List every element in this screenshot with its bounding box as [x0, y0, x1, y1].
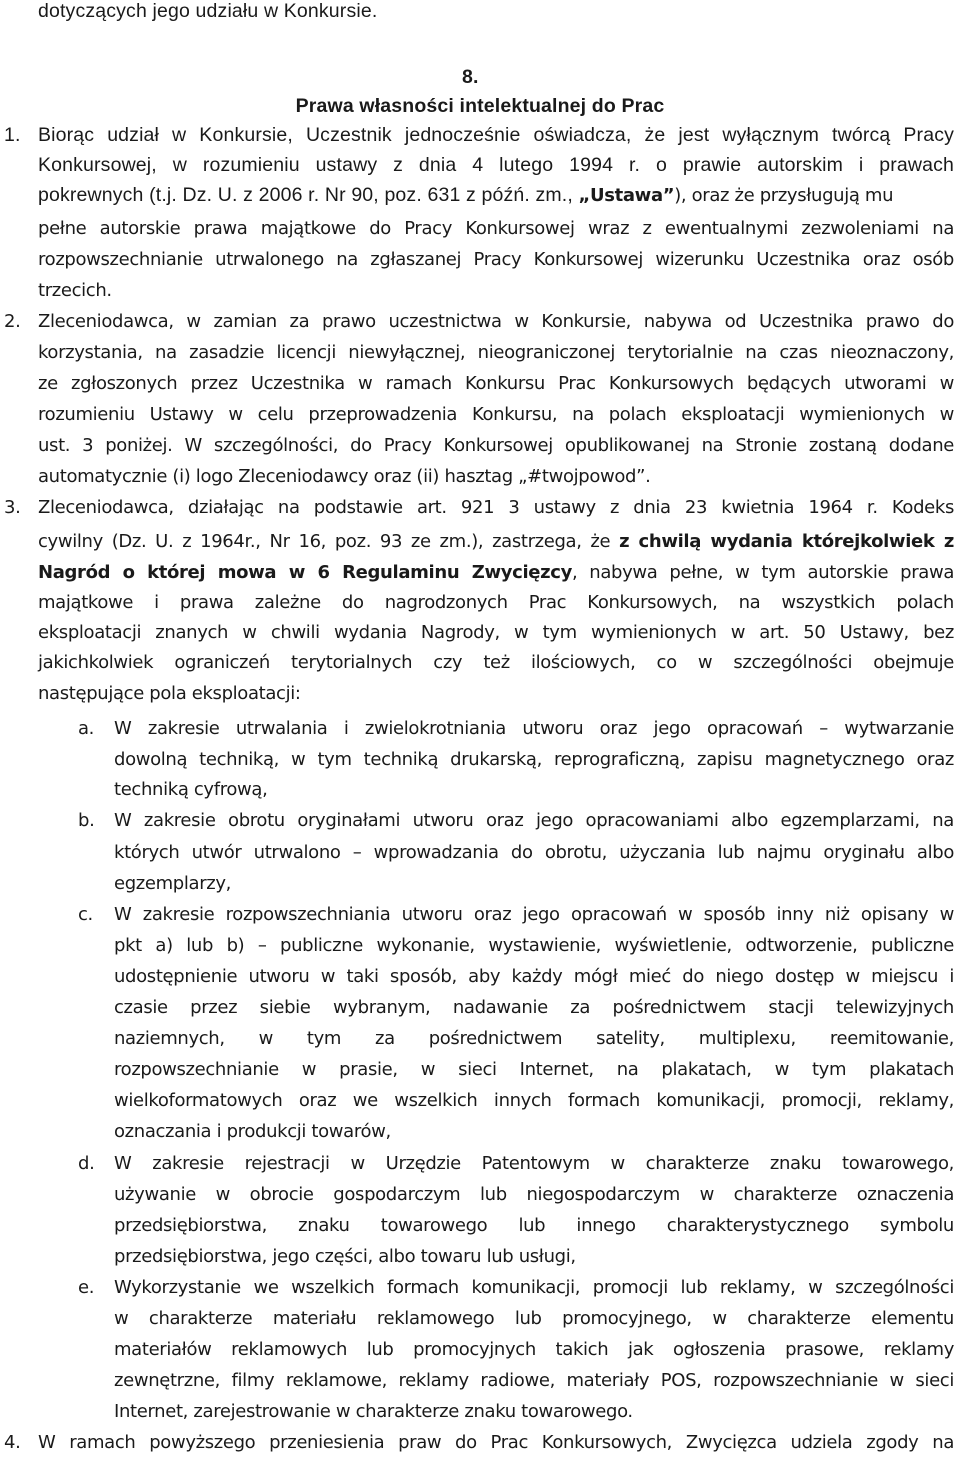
top-line: dotyczących jego udziału w Konkursie.: [38, 0, 378, 22]
list-item-line: W zakresie obrotu oryginałami utworu oraz jego opracowaniami albo egzemplarzami, na: [114, 810, 954, 831]
para3-bold-clause: z chwilą wydania którejkolwiek z: [619, 531, 954, 552]
ustawa-term: „Ustawa”: [578, 185, 675, 206]
list-item-line: zewnętrzne, filmy reklamowe, reklamy radiowe, materiały POS, rozpowszechnianie w sieci: [114, 1370, 954, 1391]
list-item-line: wielkoformatowych oraz we wszelkich innych formach komunikacji, promocji, reklamy,: [114, 1090, 954, 1111]
para1-line: Biorąc udział w Konkursie, Uczestnik jednocześnie oświadcza, że jest wyłącznym twórcą Pracy: [38, 124, 954, 146]
list-item-line: Wykorzystanie we wszelkich formach komunikacji, promocji lub reklamy, w szczególności: [114, 1277, 954, 1298]
list-item-line: W zakresie utrwalania i zwielokrotniania utworu oraz jego opracowań – wytwarzanie: [114, 718, 954, 739]
list-item-line: egzemplarzy,: [114, 873, 232, 894]
para1-line-end: ), oraz że przysługują mu: [674, 185, 894, 206]
para3-line: jakichkolwiek ograniczeń terytorialnych czy też ilościowych, co w szczególności obejmuje: [38, 652, 954, 673]
para3-number: 3.: [4, 497, 21, 518]
list-item-line: dowolną techniką, w tym techniką drukarską, reprograficzną, zapisu magnetycznego oraz: [114, 749, 954, 770]
prize-clause: Nagród o której mowa w 6 Regulaminu Zwycięzcy: [38, 562, 572, 583]
list-item-line: udostępnienie utworu w taki sposób, aby każdy mógł mieć do niego dostęp w miejscu i: [114, 966, 954, 987]
para1-citation: pokrewnych (t.j. Dz. U. z 2006 r. Nr 90, poz. 631 z późń. zm.,: [38, 184, 573, 206]
list-item-line: pkt a) lub b) – publiczne wykonanie, wystawienie, wyświetlenie, odtworzenie, publiczne: [114, 935, 954, 956]
section-title: Prawa własności intelektualnej do Prac: [295, 95, 665, 117]
list-item-line: czasie przez siebie wybranym, nadawanie za pośrednictwem stacji telewizyjnych: [114, 997, 954, 1018]
para4-number: 4.: [4, 1432, 21, 1453]
list-label: a.: [78, 718, 95, 739]
list-item-line: Internet, zarejestrowanie w charakterze znaku towarowego.: [114, 1401, 633, 1422]
para4-line: W ramach powyższego przeniesienia praw do Prac Konkursowych, Zwycięzca udziela zgody na: [38, 1432, 954, 1453]
list-item-line: używanie w obrocie gospodarczym lub niegospodarczym w charakterze oznaczenia: [114, 1184, 954, 1205]
list-item-line: w charakterze materiału reklamowego lub promocyjnego, w charakterze elementu: [114, 1308, 954, 1329]
list-label: c.: [78, 904, 93, 925]
list-item-line: oznaczania i produkcji towarów,: [114, 1121, 391, 1142]
list-label: d.: [78, 1153, 95, 1174]
para1-line: pełne autorskie prawa majątkowe do Pracy Konkursowej wraz z ewentualnymi zezwoleniami na: [38, 218, 954, 239]
list-item-line: materiałów reklamowych lub promocyjnych takich jak ogłoszenia prasowe, reklamy: [114, 1339, 954, 1360]
para2-number: 2.: [4, 311, 21, 332]
para2-line: Zleceniodawca, w zamian za prawo uczestnictwa w Konkursie, nabywa od Uczestnika prawo do: [38, 311, 954, 332]
para3-citation: cywilny (Dz. U. z 1964r., Nr 16, poz. 93 ze zm.), zastrzega, że: [38, 531, 611, 552]
para2-line: rozumieniu Ustawy w celu przeprowadzenia Konkursu, na polach eksploatacji wymienionych w: [38, 404, 954, 425]
para3-line: majątkowe i prawa zależne do nagrodzonych Prac Konkursowych, na wszystkich polach: [38, 592, 954, 613]
list-item-line: W zakresie rejestracji w Urzędzie Patentowym w charakterze znaku towarowego,: [114, 1153, 954, 1174]
para3-line-end: , nabywa pełne, w tym autorskie prawa: [571, 562, 954, 583]
para1-line: [38, 180, 954, 211]
list-item-line: przedsiębiorstwa, znaku towarowego lub innego charakterystycznego symbolu: [114, 1215, 954, 1236]
para3-line: następujące pola eksploatacji:: [38, 683, 301, 704]
para2-line: korzystania, na zasadzie licencji niewyłącznej, nieograniczonej terytorialnie na czas nieoznaczony,: [38, 342, 954, 363]
para3-line: eksploatacji znanych w chwili wydania Nagrody, w tym wymienionych w art. 50 Ustawy, bez: [38, 622, 954, 643]
para1-number: 1.: [4, 124, 21, 146]
list-item-line: przedsiębiorstwa, jego części, albo towaru lub usługi,: [114, 1246, 576, 1267]
list-label: e.: [78, 1277, 95, 1298]
list-item-line: rozpowszechnianie w prasie, w sieci Internet, na plakatach, w tym plakatach: [114, 1059, 954, 1080]
list-item-line: techniką cyfrową,: [114, 779, 268, 800]
para2-line: ust. 3 poniżej. W szczególności, do Pracy Konkursowej opublikowanej na Stronie zostaną dodane: [38, 435, 954, 456]
para1-line: Konkursowej, w rozumieniu ustawy z dnia 4 lutego 1994 r. o prawie autorskim i prawach: [38, 154, 954, 176]
para1-line: trzecich.: [38, 280, 112, 301]
list-item-line: których utwór utrwalono – wprowadzania do obrotu, użyczania lub najmu oryginału albo: [114, 842, 954, 863]
list-item-line: W zakresie rozpowszechniania utworu oraz jego opracowań w sposób inny niż opisany w: [114, 904, 954, 925]
para2-line: automatycznie (i) logo Zleceniodawcy oraz (ii) hasztag „#twojpowod”.: [38, 466, 651, 487]
list-item-line: naziemnych, w tym za pośrednictwem satelity, multiplexu, reemitowanie,: [114, 1028, 954, 1049]
para3-line: Zleceniodawca, działając na podstawie art. 921 3 ustawy z dnia 23 kwietnia 1964 r. Kodeks: [38, 497, 954, 518]
para3-line: [38, 558, 954, 588]
para1-line: rozpowszechnianie utrwalonego na zgłaszanej Pracy Konkursowej wizerunku Uczestnika oraz osób: [38, 249, 954, 270]
para3-line: [38, 527, 954, 557]
section-number: 8.: [462, 66, 479, 88]
list-label: b.: [78, 810, 95, 831]
para2-line: ze zgłoszonych przez Uczestnika w ramach Konkursu Prac Konkursowych będących utworami w: [38, 373, 954, 394]
